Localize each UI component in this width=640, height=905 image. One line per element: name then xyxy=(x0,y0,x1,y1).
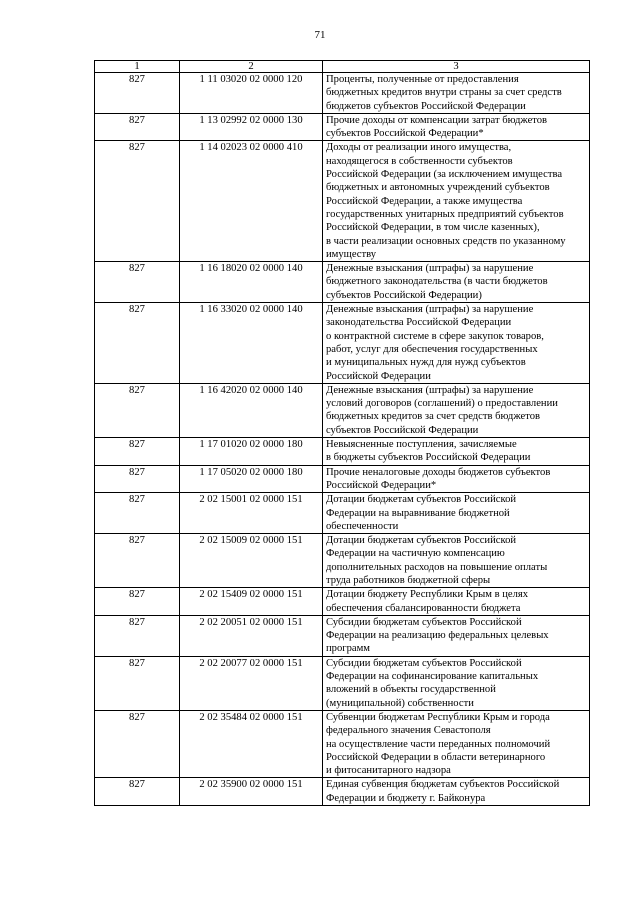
admin-code-cell: 827 xyxy=(95,73,180,114)
table-header-row xyxy=(95,61,590,73)
budget-code-cell: 1 11 03020 02 0000 120 xyxy=(180,73,323,114)
budget-code-cell: 2 02 35484 02 0000 151 xyxy=(180,710,323,777)
admin-code-cell: 827 xyxy=(95,534,180,588)
budget-code-cell: 2 02 15001 02 0000 151 xyxy=(180,493,323,534)
admin-code-cell: 827 xyxy=(95,710,180,777)
table-row xyxy=(95,534,590,588)
table-row xyxy=(95,262,590,303)
description-cell: Прочие доходы от компенсации затрат бюджетов субъектов Российской Федерации* xyxy=(323,113,590,141)
admin-code-cell: 827 xyxy=(95,465,180,493)
description-cell: Денежные взыскания (штрафы) за нарушение законодательства Российской Федерации о контрактной системе в сфере закупок товаров, работ, услуг для обеспечения государственных и муниципальных нужд для нужд субъектов Российской Федерации xyxy=(323,303,590,384)
table-row xyxy=(95,141,590,262)
table-row xyxy=(95,303,590,384)
description-cell: Дотации бюджетам субъектов Российской Федерации на частичную компенсацию дополнительных расходов на повышение оплаты труда работников бюджетной сферы xyxy=(323,534,590,588)
description-cell: Прочие неналоговые доходы бюджетов субъектов Российской Федерации* xyxy=(323,465,590,493)
table-row xyxy=(95,73,590,114)
table-row xyxy=(95,493,590,534)
budget-code-cell: 2 02 20051 02 0000 151 xyxy=(180,615,323,656)
description-cell: Невыясненные поступления, зачисляемые в бюджеты субъектов Российской Федерации xyxy=(323,438,590,466)
admin-code-cell: 827 xyxy=(95,588,180,616)
description-cell: Дотации бюджету Республики Крым в целях обеспечения сбалансированности бюджета xyxy=(323,588,590,616)
admin-code-cell: 827 xyxy=(95,656,180,710)
description-cell: Денежные взыскания (штрафы) за нарушение условий договоров (соглашений) о предоставлении бюджетных кредитов за счет средств бюджетов субъектов Российской Федерации xyxy=(323,383,590,437)
table-row xyxy=(95,656,590,710)
admin-code-cell: 827 xyxy=(95,493,180,534)
budget-code-cell: 2 02 15009 02 0000 151 xyxy=(180,534,323,588)
description-cell: Субсидии бюджетам субъектов Российской Федерации на реализацию федеральных целевых программ xyxy=(323,615,590,656)
budget-code-cell: 2 02 35900 02 0000 151 xyxy=(180,778,323,806)
header-cell-2: 2 xyxy=(180,61,323,73)
admin-code-cell: 827 xyxy=(95,303,180,384)
description-cell: Единая субвенция бюджетам субъектов Российской Федерации и бюджету г. Байконура xyxy=(323,778,590,806)
budget-code-cell: 1 16 33020 02 0000 140 xyxy=(180,303,323,384)
budget-code-cell: 1 16 18020 02 0000 140 xyxy=(180,262,323,303)
table-row xyxy=(95,438,590,466)
table-row xyxy=(95,588,590,616)
admin-code-cell: 827 xyxy=(95,438,180,466)
table-row xyxy=(95,383,590,437)
table-row xyxy=(95,113,590,141)
description-cell: Субсидии бюджетам субъектов Российской Федерации на софинансирование капитальных вложений в объекты государственной (муниципальной) собственности xyxy=(323,656,590,710)
admin-code-cell: 827 xyxy=(95,778,180,806)
budget-code-cell: 1 13 02992 02 0000 130 xyxy=(180,113,323,141)
table-row xyxy=(95,615,590,656)
budget-code-cell: 1 16 42020 02 0000 140 xyxy=(180,383,323,437)
budget-code-cell: 1 17 05020 02 0000 180 xyxy=(180,465,323,493)
description-cell: Денежные взыскания (штрафы) за нарушение бюджетного законодательства (в части бюджетов субъектов Российской Федерации) xyxy=(323,262,590,303)
description-cell: Субвенции бюджетам Республики Крым и города федерального значения Севастополя на осуществление части переданных полномочий Российской Федерации в области ветеринарного и фитосанитарного надзора xyxy=(323,710,590,777)
admin-code-cell: 827 xyxy=(95,615,180,656)
admin-code-cell: 827 xyxy=(95,141,180,262)
table-row xyxy=(95,778,590,806)
revenue-codes-table xyxy=(94,60,590,806)
admin-code-cell: 827 xyxy=(95,383,180,437)
description-cell: Проценты, полученные от предоставления бюджетных кредитов внутри страны за счет средств бюджетов субъектов Российской Федерации xyxy=(323,73,590,114)
header-cell-1: 1 xyxy=(95,61,180,73)
budget-code-cell: 2 02 20077 02 0000 151 xyxy=(180,656,323,710)
budget-code-cell: 1 14 02023 02 0000 410 xyxy=(180,141,323,262)
description-cell: Доходы от реализации иного имущества, находящегося в собственности субъектов Российской Федерации (за исключением имущества бюджетных и автономных учреждений субъектов Российской Федерации, а также имущества государственных унитарных предприятий субъектов Российской Федерации, в том числе казенных), в части реализации основных средств по указанному имуществу xyxy=(323,141,590,262)
budget-code-cell: 2 02 15409 02 0000 151 xyxy=(180,588,323,616)
admin-code-cell: 827 xyxy=(95,113,180,141)
table-row xyxy=(95,465,590,493)
page-number: 71 xyxy=(314,29,326,41)
admin-code-cell: 827 xyxy=(95,262,180,303)
table-row xyxy=(95,710,590,777)
budget-code-cell: 1 17 01020 02 0000 180 xyxy=(180,438,323,466)
description-cell: Дотации бюджетам субъектов Российской Федерации на выравнивание бюджетной обеспеченности xyxy=(323,493,590,534)
header-cell-3: 3 xyxy=(323,61,590,73)
